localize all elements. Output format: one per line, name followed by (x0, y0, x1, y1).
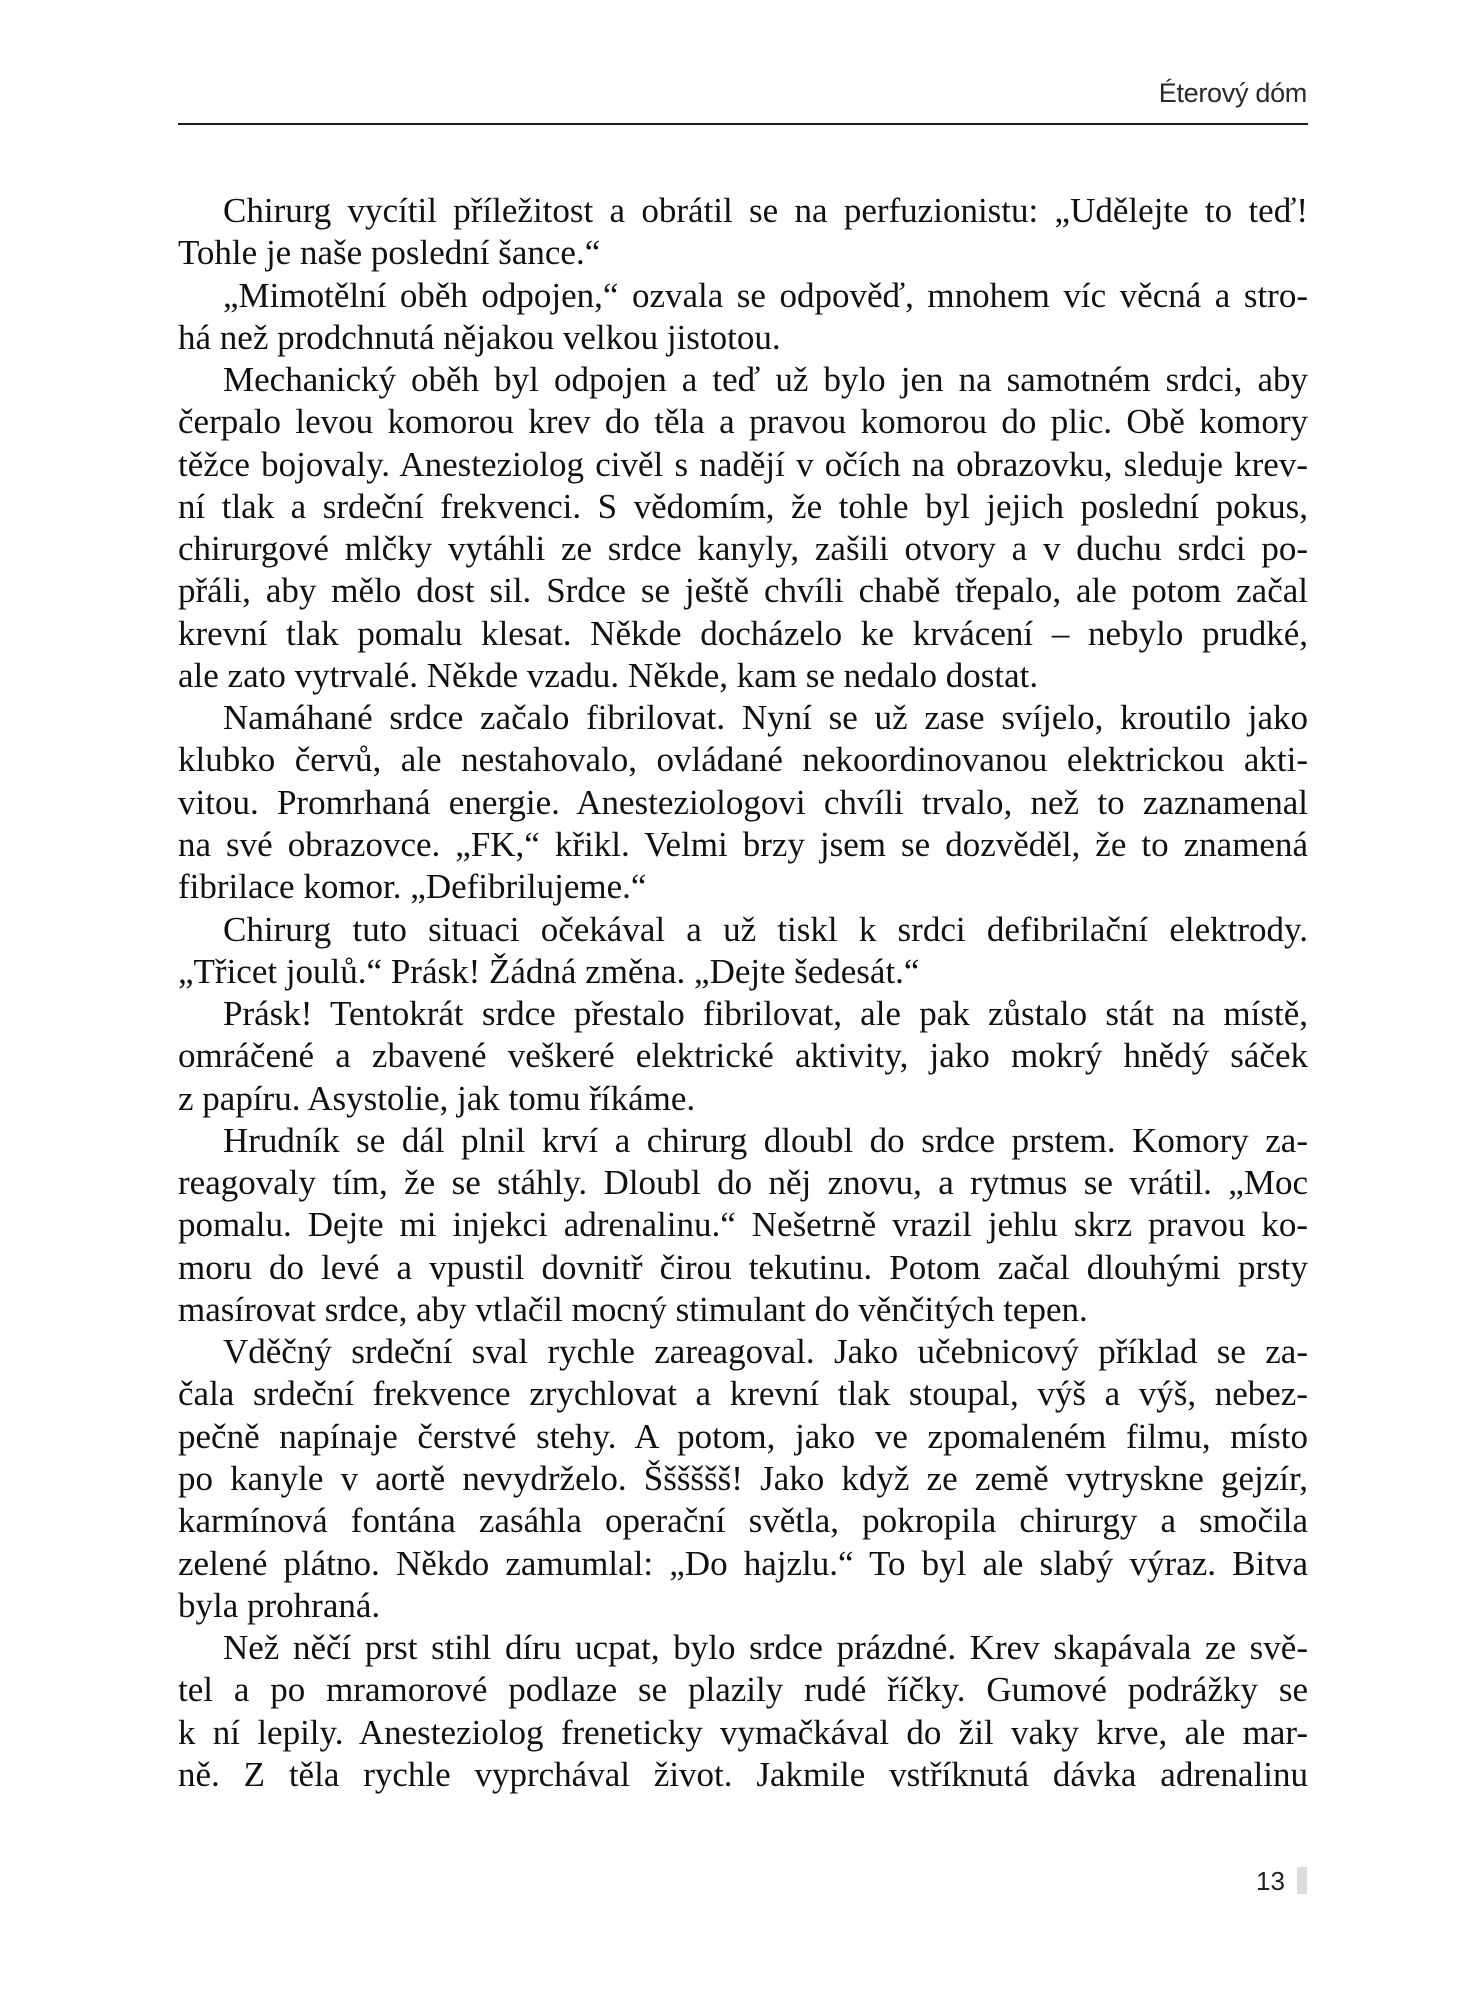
text-line (178, 401, 1308, 443)
text-line (178, 570, 1308, 612)
text-line-content: tel a po mramorové podlaze se plazily rudé říčky. Gumové podrážky se (178, 1670, 1308, 1710)
text-line (178, 1204, 1308, 1246)
text-line-content: Mechanický oběh byl odpojen a teď už bylo jen na samotném srdci, aby (223, 360, 1308, 400)
text-line-content: čerpalo levou komorou krev do těla a pravou komorou do plic. Obě komory (178, 402, 1308, 442)
text-line (178, 613, 1308, 655)
text-line-content: „Třicet joulů.“ Prásk! Žádná změna. „Dejte šedesát.“ (178, 951, 920, 991)
text-line-content: těžce bojovaly. Anesteziolog civěl s nadějí v očích na obrazovku, sleduje krev- (178, 444, 1308, 484)
text-line-content: Hrudník se dál plnil krví a chirurg dloubl do srdce prstem. Komory za- (223, 1120, 1308, 1160)
text-line (178, 1543, 1308, 1585)
text-line-content: Vděčný srdeční sval rychle zareagoval. Jako učebnicový příklad se za- (223, 1332, 1308, 1372)
text-line-content: Chirurg vycítil příležitost a obrátil se na perfuzionistu: „Udělejte to teď! (223, 191, 1308, 230)
text-line-content: fibrilace komor. „Defibrilujeme.“ (178, 867, 647, 907)
paragraph (178, 190, 1308, 275)
text-line (178, 1500, 1308, 1542)
text-line (178, 1331, 1308, 1373)
text-line-content: Chirurg tuto situaci očekával a už tiskl k srdci defibrilační elektrody. (223, 909, 1308, 949)
text-line-content: čala srdeční frekvence zrychlovat a krevní tlak stoupal, výš a výš, nebez- (178, 1374, 1308, 1414)
paragraph (178, 909, 1308, 994)
text-line (178, 1078, 1308, 1120)
text-line (178, 655, 1308, 697)
text-line-content: zelené plátno. Někdo zamumlal: „Do hajzlu.“ To byl ale slabý výraz. Bitva (178, 1543, 1308, 1583)
text-line (178, 1289, 1308, 1331)
text-line-content: Prásk! Tentokrát srdce přestalo fibrilovat, ale pak zůstalo stát na místě, (223, 994, 1308, 1034)
text-line-content: ně. Z těla rychle vyprchával život. Jakmile vstříknutá dávka adrenalinu (178, 1754, 1308, 1794)
page-edge-marker (1297, 1867, 1307, 1894)
text-line (178, 1585, 1308, 1627)
text-line (178, 1162, 1308, 1204)
paragraph (178, 697, 1308, 908)
text-line-content: reagovaly tím, že se stáhly. Dloubl do něj znovu, a rytmus se vrátil. „Moc (178, 1163, 1308, 1203)
text-line (178, 866, 1308, 908)
paragraph (178, 1120, 1308, 1331)
text-line-content: omráčené a zbavené veškeré elektrické aktivity, jako mokrý hnědý sáček (178, 1036, 1308, 1076)
paragraph (178, 275, 1308, 360)
text-line (178, 359, 1308, 401)
paragraph (178, 1627, 1308, 1796)
text-line-content: vitou. Promrhaná energie. Anesteziologovi chvíli trvalo, než to zaznamenal (178, 782, 1308, 822)
text-line-content: pomalu. Dejte mi injekci adrenalinu.“ Nešetrně vrazil jehlu skrz pravou ko- (178, 1205, 1308, 1245)
text-line (178, 1754, 1308, 1796)
text-line (178, 951, 1308, 993)
text-line-content: krevní tlak pomalu klesat. Někde docházelo ke krvácení – nebylo prudké, (178, 613, 1308, 653)
text-line-content: „Mimotělní oběh odpojen,“ ozvala se odpověď, mnohem víc věcná a stro- (223, 275, 1308, 315)
text-line-content: z papíru. Asystolie, jak tomu říkáme. (178, 1078, 696, 1118)
text-line (178, 486, 1308, 528)
text-line (178, 275, 1308, 317)
text-line (178, 1247, 1308, 1289)
text-line (178, 1712, 1308, 1754)
text-line-content: byla prohraná. (178, 1585, 381, 1625)
text-line (178, 444, 1308, 486)
text-line (178, 909, 1308, 951)
text-line-content: karmínová fontána zasáhla operační světla, pokropila chirurgy a smočila (178, 1501, 1308, 1541)
header-rule (178, 123, 1308, 125)
text-line-content: ní tlak a srdeční frekvenci. S vědomím, že tohle byl jejich poslední pokus, (178, 486, 1308, 526)
text-line-content: po kanyle v aortě nevydrželo. Šššššš! Jako když ze země vytryskne gejzír, (178, 1458, 1308, 1498)
text-line (178, 1035, 1308, 1077)
text-line-content: masírovat srdce, aby vtlačil mocný stimulant do věnčitých tepen. (178, 1289, 1088, 1329)
text-line (178, 824, 1308, 866)
text-line (178, 232, 1308, 274)
paragraph (178, 359, 1308, 697)
text-line-content: ale zato vytrvalé. Někde vzadu. Někde, kam se nedalo dostat. (178, 655, 1039, 695)
paragraph (178, 1331, 1308, 1627)
text-line (178, 1458, 1308, 1500)
paragraph (178, 993, 1308, 1120)
text-line-content: přáli, aby mělo dost sil. Srdce se ještě chvíli chabě třepalo, ale potom začal (178, 571, 1308, 611)
text-line-content: Tohle je naše poslední šance.“ (178, 233, 601, 273)
running-header-title: Éterový dóm (1158, 78, 1307, 108)
text-line (178, 1373, 1308, 1415)
text-line-content: Než něčí prst stihl díru ucpat, bylo srdce prázdné. Krev skapávala ze svě- (223, 1628, 1308, 1668)
text-line (178, 190, 1308, 232)
text-line-content: moru do levé a vpustil dovnitř čirou tekutinu. Potom začal dlouhými prsty (178, 1247, 1308, 1287)
text-line-content: klubko červů, ale nestahovalo, ovládané nekoordinovanou elektrickou akti- (178, 740, 1308, 780)
text-line-content: chirurgové mlčky vytáhli ze srdce kanyly, zašili otvory a v duchu srdci po- (178, 529, 1308, 569)
text-line-content: pečně napínaje čerstvé stehy. A potom, jako ve zpomaleném filmu, místo (178, 1416, 1308, 1456)
text-line (178, 739, 1308, 781)
text-line (178, 1627, 1308, 1669)
text-line-content: na své obrazovce. „FK,“ křikl. Velmi brzy jsem se dozvěděl, že to znamená (178, 824, 1308, 864)
text-line (178, 528, 1308, 570)
text-line-content: Namáhané srdce začalo fibrilovat. Nyní se už zase svíjelo, kroutilo jako (223, 698, 1308, 738)
text-line (178, 993, 1308, 1035)
body-text (178, 190, 1308, 1796)
text-line (178, 1416, 1308, 1458)
text-line (178, 1669, 1308, 1711)
text-line (178, 1120, 1308, 1162)
text-line-content: há než prodchnutá nějakou velkou jistotou. (178, 317, 781, 357)
text-line (178, 697, 1308, 739)
text-line-content: k ní lepily. Anesteziolog freneticky vymačkával do žil vaky krve, ale mar- (178, 1712, 1308, 1752)
text-line (178, 317, 1308, 359)
text-line (178, 782, 1308, 824)
page-number: 13 (1256, 1866, 1285, 1896)
